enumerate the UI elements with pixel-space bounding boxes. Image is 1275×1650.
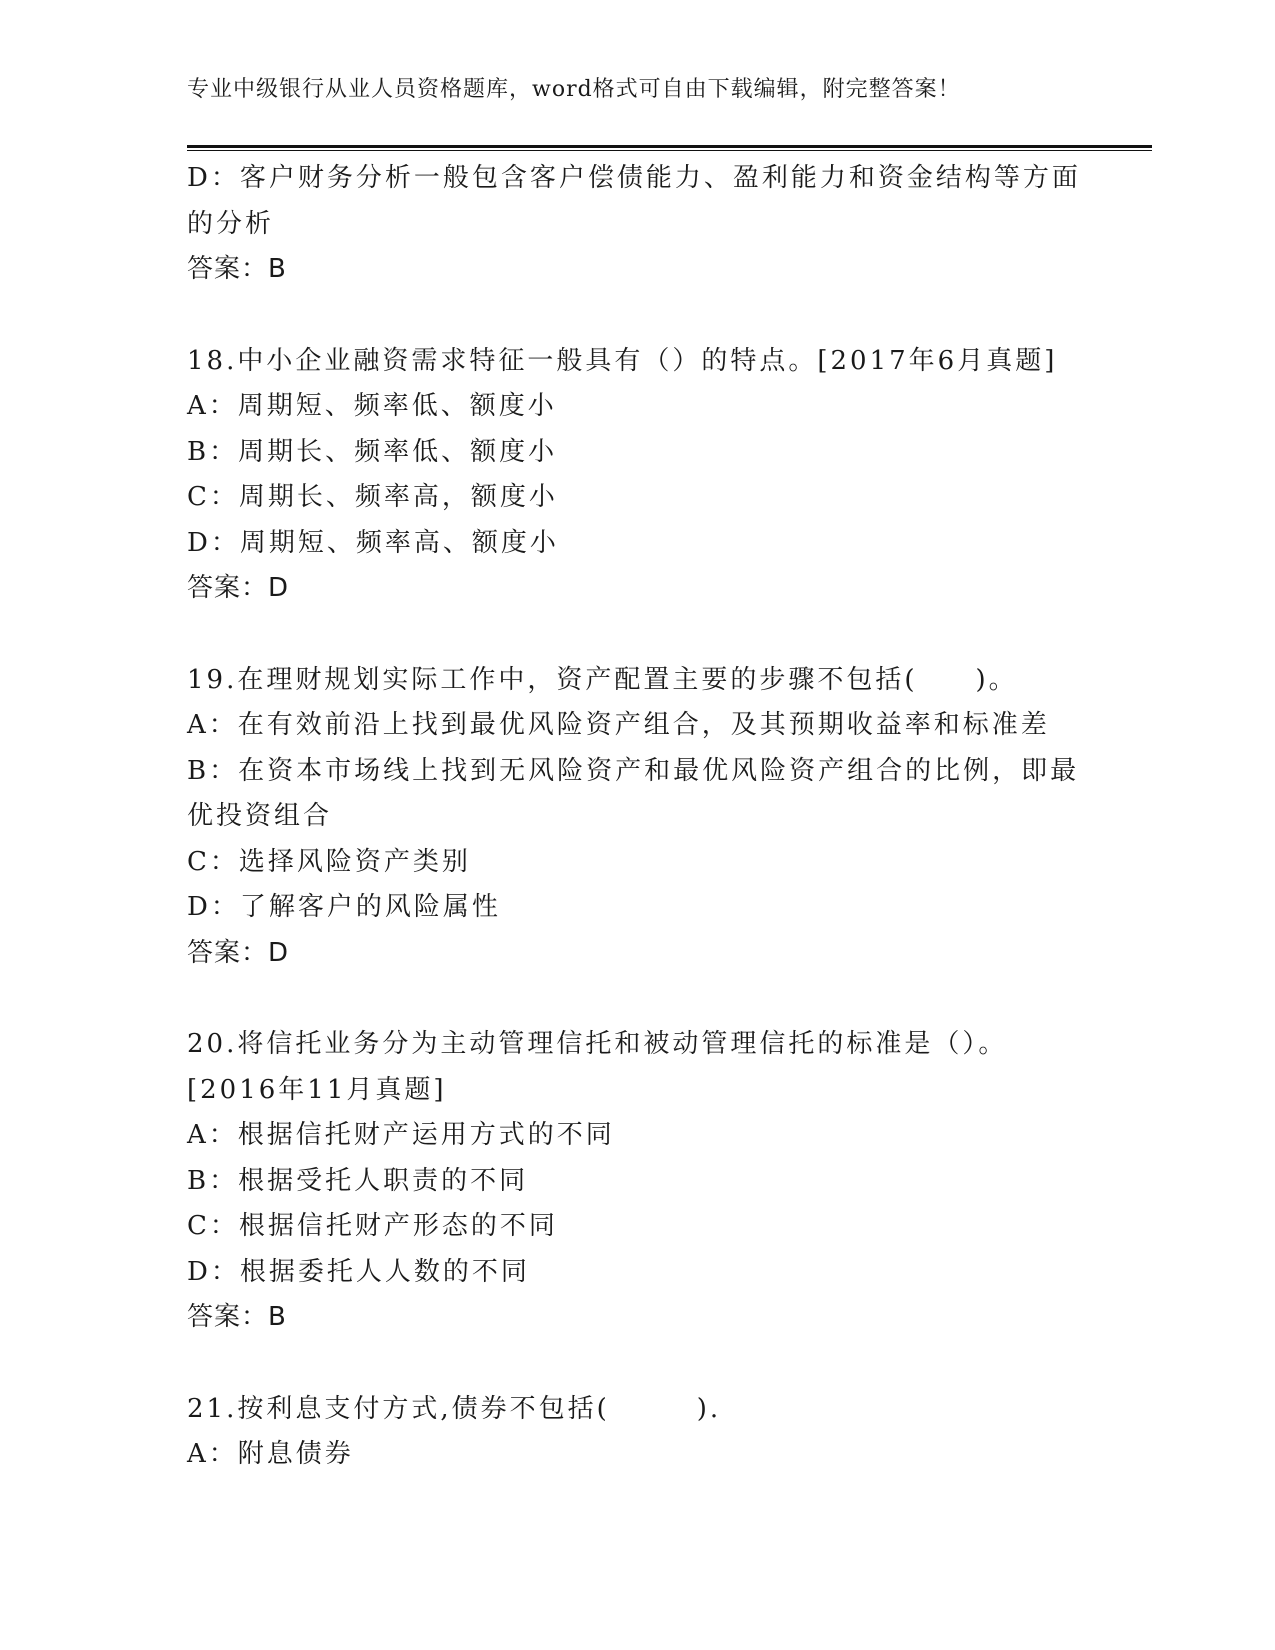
question-line: 19.在理财规划实际工作中，资产配置主要的步骤不包括( )。 [187, 664, 1018, 695]
question-line: 18.中小企业融资需求特征一般具有（）的特点。[2017年6月真题] [187, 345, 1058, 376]
question-line: B：根据受托人职责的不同 [187, 1165, 529, 1196]
block-gap [187, 976, 1087, 1022]
answer-line: 答案：D [187, 573, 290, 603]
question-block [187, 156, 1087, 293]
question-block [187, 339, 1087, 612]
question-line: A：附息债券 [187, 1439, 354, 1469]
question-line: 20.将信托业务分为主动管理信托和被动管理信托的标准是（）。 [187, 1029, 1008, 1059]
block-gap [187, 612, 1087, 658]
question-block [187, 1022, 1087, 1341]
question-line: C：根据信托财产形态的不同 [187, 1211, 558, 1241]
question-line: A：根据信托财产运用方式的不同 [187, 1120, 615, 1150]
question-line: B：在资本市场线上找到无风险资产和最优风险资产组合的比例，即最 [187, 755, 1080, 786]
block-gap [187, 293, 1087, 339]
answer-line: 答案：D [187, 937, 290, 968]
question-line: D：客户财务分析一般包含客户偿债能力、盈利能力和资金结构等方面 [187, 163, 1081, 193]
page-header: 专业中级银行从业人员资格题库，word格式可自由下载编辑，附完整答案！ [187, 77, 961, 102]
question-line: D：根据委托人人数的不同 [187, 1256, 530, 1287]
question-list [187, 156, 1087, 1478]
question-line: A：在有效前沿上找到最优风险资产组合，及其预期收益率和标准差 [187, 710, 1050, 740]
question-line: A：周期短、频率低、额度小 [187, 391, 557, 421]
answer-line: 答案：B [187, 254, 287, 284]
question-line: D：周期短、频率高、额度小 [187, 527, 559, 558]
answer-line: 答案：B [187, 1302, 287, 1332]
question-line: D：了解客户的风险属性 [187, 892, 501, 922]
question-line: C：选择风险资产类别 [187, 846, 471, 877]
question-block [187, 1387, 1087, 1478]
question-line: 优投资组合 [187, 801, 333, 831]
question-block [187, 658, 1087, 977]
question-line: B：周期长、频率低、额度小 [187, 436, 558, 467]
question-line: 21.按利息支付方式,债券不包括( ). [187, 1393, 722, 1424]
question-line: [2016年11月真题] [187, 1074, 447, 1105]
question-line: C：周期长、频率高，额度小 [187, 482, 558, 512]
header-rule-thin [187, 150, 1152, 151]
header-rule-thick [187, 145, 1152, 148]
block-gap [187, 1341, 1087, 1387]
question-line: 的分析 [187, 208, 275, 239]
